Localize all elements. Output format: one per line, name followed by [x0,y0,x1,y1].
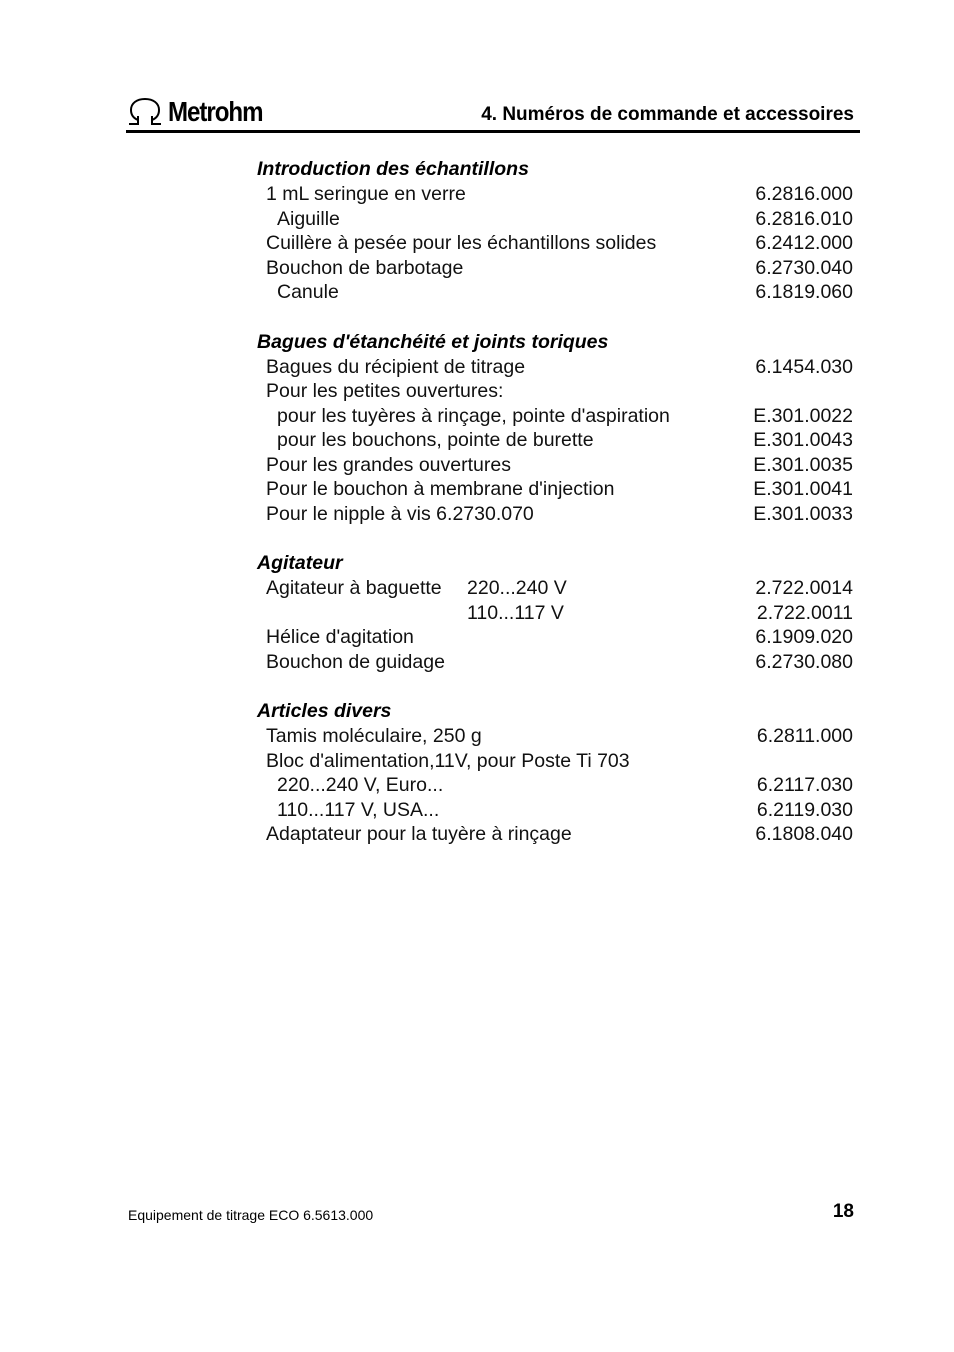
order-number: 6.1454.030 [755,355,853,378]
order-number: 2.722.0011 [756,601,853,624]
item-label: Agitateur à baguette [266,577,442,599]
item-label: pour les bouchons, pointe de burette [277,429,594,451]
item-label: pour les tuyères à rinçage, pointe d'aspiration [277,404,670,427]
order-number: 6.2816.000 [755,183,853,205]
order-number: 6.2117.030 [756,774,853,796]
list-item [257,453,855,478]
item-label: Bouchon de barbotage [266,256,464,279]
list-item [257,231,855,256]
list-item [257,256,855,281]
chapter-title: 4. Numéros de commande et accessoires [481,104,854,125]
list-item [257,280,855,305]
order-number: E.301.0043 [753,429,853,451]
order-number: 6.2119.030 [756,798,853,821]
list-item [257,207,855,232]
item-label: 1 mL seringue en verre [266,183,466,205]
order-number: E.301.0041 [753,478,853,500]
order-number: E.301.0035 [753,453,853,476]
section-stirrer [257,550,855,674]
section-sample-introduction [257,156,855,305]
order-number: 6.1819.060 [755,281,853,303]
item-label: Bloc d'alimentation,11V, pour Poste Ti 703 [266,749,630,772]
item-label: Hélice d'agitation [266,626,414,648]
item-label: 110...117 V, USA... [277,798,440,821]
order-number: E.301.0033 [753,502,853,525]
list-item [257,773,855,798]
section-seals-o-rings [257,329,855,527]
list-item [257,182,855,207]
order-number: 6.2811.000 [756,725,853,747]
item-label: Pour les petites ouvertures: [266,380,504,402]
list-item [257,822,855,847]
section-miscellaneous [257,698,855,847]
order-number: 6.2816.010 [755,207,853,230]
item-label: Pour les grandes ouvertures [266,453,511,476]
list-item [257,477,855,502]
parts-list [257,156,855,871]
list-item [257,749,855,774]
page-number: 18 [832,1201,854,1222]
list-item [257,798,855,823]
list-item [257,428,855,453]
item-label: Pour le bouchon à membrane d'injection [266,478,615,500]
item-label: Tamis moléculaire, 250 g [266,725,482,747]
page-header [126,92,860,134]
list-item [257,355,855,380]
item-label: Canule [277,281,339,303]
item-label: Cuillère à pesée pour les échantillons solides [266,232,657,254]
voltage-value: 220...240 V [467,577,567,599]
item-label: 220...240 V, Euro... [277,774,444,796]
section-title: Bagues d'étanchéité et joints toriques [257,330,609,353]
order-number: 2.722.0014 [755,577,853,599]
list-item [257,576,855,601]
footer-document-title: Equipement de titrage ECO 6.5613.000 [128,1207,374,1223]
list-item [257,502,855,527]
item-label: Adaptateur pour la tuyère à rinçage [266,823,572,845]
section-title: Introduction des échantillons [257,158,529,180]
voltage-value: 110...117 V [467,601,564,624]
list-item [257,650,855,675]
item-label: Bagues du récipient de titrage [266,355,526,378]
list-item [257,724,855,749]
order-number: E.301.0022 [753,404,853,427]
section-title: Agitateur [257,552,343,574]
header-divider [126,130,860,133]
logo-text: Metrohm [168,96,263,127]
omega-logo-icon [126,96,164,126]
section-title: Articles divers [257,700,392,722]
item-label: Pour le nipple à vis 6.2730.070 [266,502,534,525]
list-item [257,379,855,404]
order-number: 6.1808.040 [755,823,853,845]
order-number: 6.2412.000 [755,232,853,254]
order-number: 6.2730.080 [755,650,853,673]
list-item [257,404,855,429]
order-number: 6.2730.040 [755,256,853,279]
metrohm-logo [126,92,278,126]
item-label: Bouchon de guidage [266,650,445,673]
list-item [257,601,855,626]
item-label: Aiguille [277,207,340,230]
order-number: 6.1909.020 [755,626,853,648]
list-item [257,625,855,650]
